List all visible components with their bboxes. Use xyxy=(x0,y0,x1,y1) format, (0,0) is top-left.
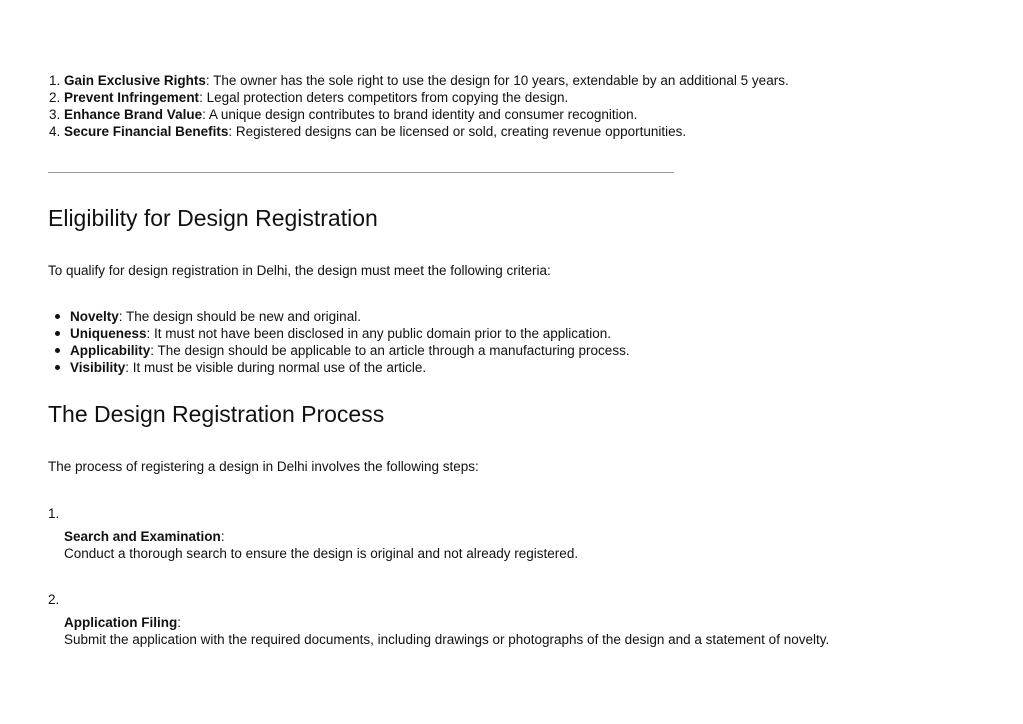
benefit-title: Enhance Brand Value xyxy=(64,107,203,122)
criteria-text: : The design should be new and original. xyxy=(118,309,361,324)
benefit-number: 3. xyxy=(49,107,61,122)
process-step xyxy=(48,505,578,562)
criteria-list xyxy=(48,308,630,376)
criteria-item xyxy=(70,325,630,342)
step-number: 1. xyxy=(48,506,60,521)
process-heading: The Design Registration Process xyxy=(48,401,385,427)
criteria-title: Novelty xyxy=(70,309,119,324)
step-title: Search and Examination xyxy=(64,529,221,544)
benefit-text: : A unique design contributes to brand identity and consumer recognition. xyxy=(202,107,638,122)
step-number: 2. xyxy=(48,592,60,607)
criteria-item xyxy=(70,308,630,325)
step-body xyxy=(48,614,829,648)
benefit-item xyxy=(49,106,1008,123)
process-step xyxy=(48,591,829,648)
benefit-text: : Registered designs can be licensed or sold, creating revenue opportunities. xyxy=(228,124,687,139)
step-body xyxy=(48,528,578,562)
benefit-title: Prevent Infringement xyxy=(64,90,200,105)
criteria-title: Visibility xyxy=(70,360,126,375)
criteria-item xyxy=(70,359,630,376)
criteria-title: Uniqueness xyxy=(70,326,147,341)
step-colon: : xyxy=(177,615,182,630)
benefit-text: : The owner has the sole right to use the design for 10 years, extendable by an additional 5 years. xyxy=(205,73,789,88)
criteria-text: : It must be visible during normal use of the article. xyxy=(125,360,427,375)
criteria-text: : The design should be applicable to an article through a manufacturing process. xyxy=(150,343,630,358)
criteria-title: Applicability xyxy=(70,343,151,358)
eligibility-intro: To qualify for design registration in Delhi, the design must meet the following criteria: xyxy=(48,263,551,278)
step-description: Submit the application with the required documents, including drawings or photographs of the design and a statement of novelty. xyxy=(64,632,830,647)
benefits-list xyxy=(48,72,1008,140)
benefit-title: Secure Financial Benefits xyxy=(64,124,229,139)
benefit-number: 2. xyxy=(49,90,61,105)
benefit-number: 4. xyxy=(49,124,61,139)
step-description: Conduct a thorough search to ensure the design is original and not already registered. xyxy=(64,546,579,561)
criteria-item xyxy=(70,342,630,359)
benefit-title: Gain Exclusive Rights xyxy=(64,73,206,88)
step-colon: : xyxy=(220,529,225,544)
eligibility-heading: Eligibility for Design Registration xyxy=(48,205,378,231)
criteria-text: : It must not have been disclosed in any public domain prior to the application. xyxy=(146,326,612,341)
benefit-item xyxy=(49,123,1008,140)
process-intro: The process of registering a design in Delhi involves the following steps: xyxy=(48,459,479,474)
benefit-item xyxy=(49,89,1008,106)
section-divider xyxy=(48,172,674,173)
benefit-number: 1. xyxy=(49,73,61,88)
benefit-item xyxy=(49,72,1008,89)
step-title: Application Filing xyxy=(64,615,178,630)
benefit-text: : Legal protection deters competitors from copying the design. xyxy=(199,90,569,105)
